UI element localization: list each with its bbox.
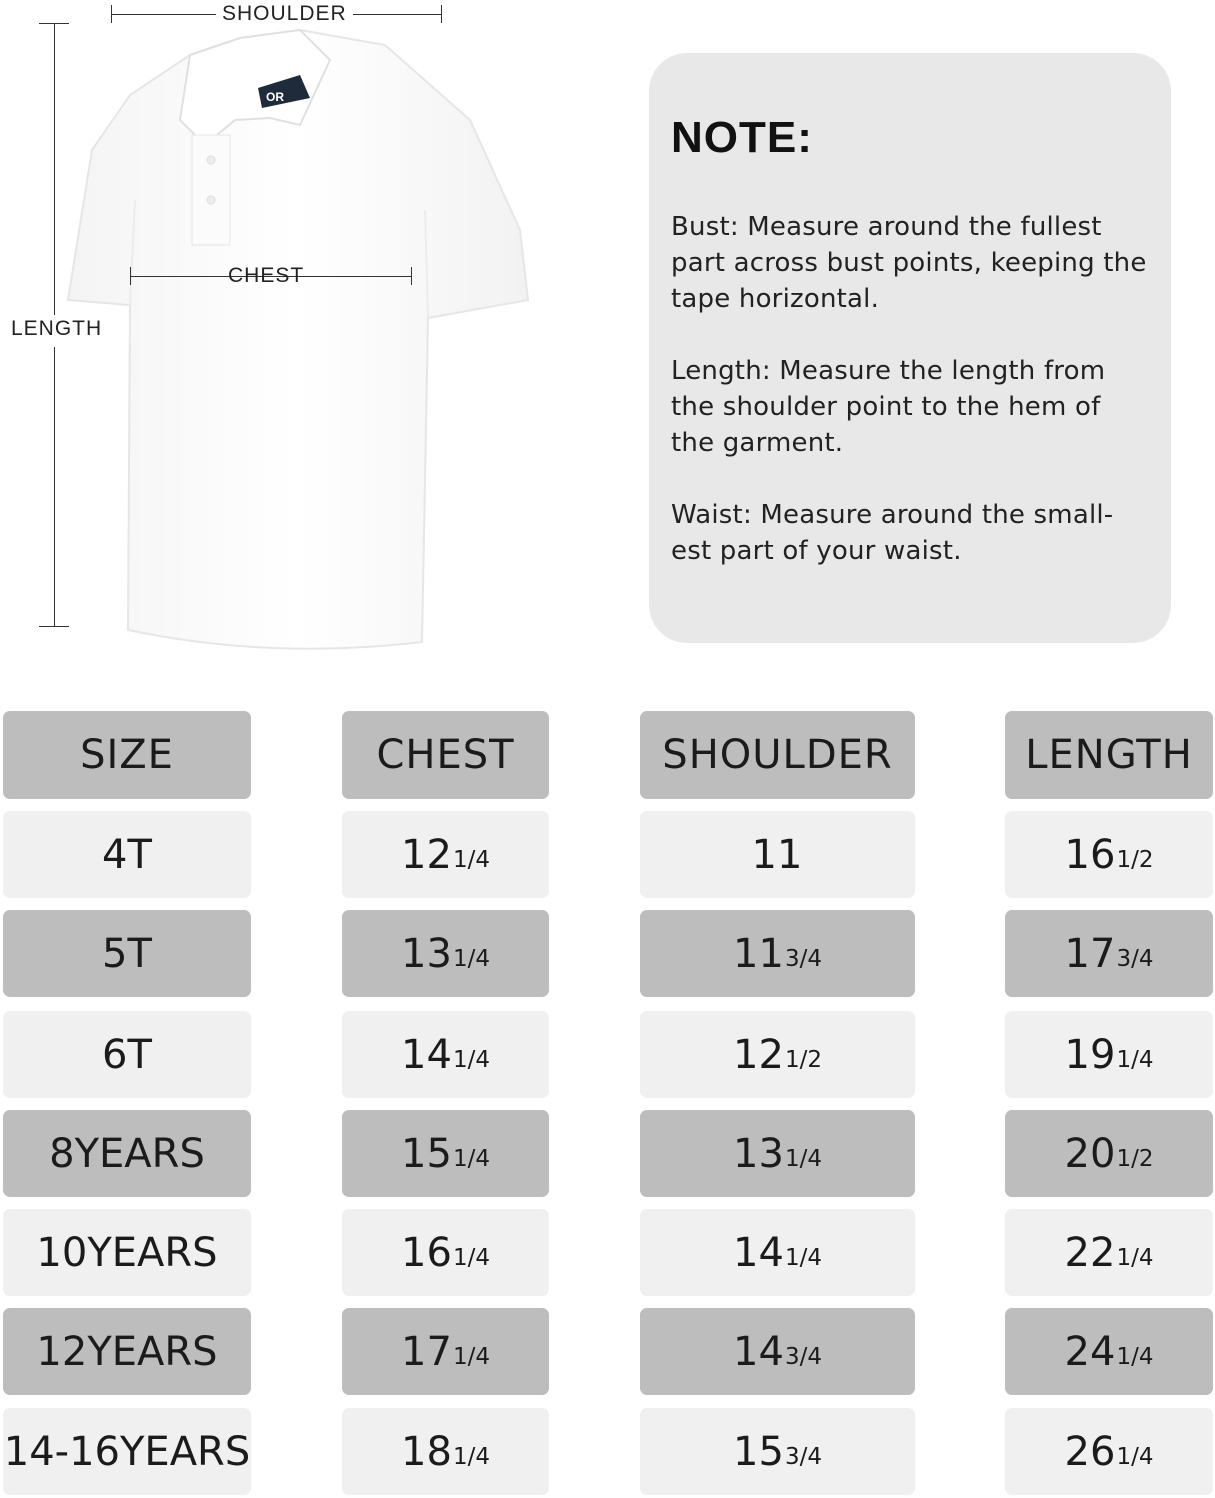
length-label: LENGTH	[11, 317, 103, 340]
table-cell-shoulder	[640, 1110, 915, 1197]
table-cell-size	[3, 1110, 251, 1197]
chest-fraction: 1/4	[452, 1443, 490, 1470]
table-cell-chest	[342, 1209, 549, 1296]
table-cell-size	[3, 811, 251, 898]
length-whole: 19	[1064, 1031, 1116, 1078]
shoulder-whole: 11	[751, 831, 803, 878]
size-value: 6T	[102, 1031, 152, 1078]
table-cell-size	[3, 1209, 251, 1296]
chest-fraction: 1/4	[452, 945, 490, 972]
note-bust: Bust: Measure around the fullest part across bust points, keeping the tape horizontal.	[671, 212, 1147, 314]
table-cell-chest	[342, 1408, 549, 1495]
table-cell-shoulder	[640, 910, 915, 997]
table-cell-length	[1005, 910, 1213, 997]
shoulder-fraction: 3/4	[784, 945, 822, 972]
shoulder-fraction: 1/4	[784, 1145, 822, 1172]
header-shoulder: SHOULDER	[640, 711, 915, 799]
length-fraction: 1/4	[1116, 1244, 1154, 1271]
table-cell-length	[1005, 1110, 1213, 1197]
length-fraction: 3/4	[1116, 945, 1154, 972]
length-whole: 16	[1064, 831, 1116, 878]
table-cell-length	[1005, 1408, 1213, 1495]
table-cell-size	[3, 1308, 251, 1395]
chest-whole: 17	[401, 1328, 452, 1375]
shoulder-fraction: 3/4	[784, 1443, 822, 1470]
svg-text:OR: OR	[266, 90, 284, 104]
chest-whole: 14	[401, 1031, 452, 1078]
shoulder-label: SHOULDER	[216, 2, 353, 26]
measurement-note	[649, 53, 1171, 643]
chest-fraction: 1/4	[452, 1343, 490, 1370]
shoulder-whole: 15	[733, 1428, 784, 1475]
table-cell-chest	[342, 1110, 549, 1197]
table-cell-length	[1005, 1308, 1213, 1395]
table-cell-shoulder	[640, 1308, 915, 1395]
table-cell-size	[3, 1011, 251, 1098]
size-value: 5T	[102, 930, 152, 977]
table-cell-shoulder	[640, 1408, 915, 1495]
table-cell-chest	[342, 910, 549, 997]
chest-label: CHEST	[228, 264, 305, 287]
size-value: 8YEARS	[49, 1130, 205, 1177]
length-fraction: 1/4	[1116, 1443, 1154, 1470]
shoulder-whole: 11	[733, 930, 784, 977]
table-cell-shoulder	[640, 1011, 915, 1098]
shoulder-whole: 14	[733, 1328, 784, 1375]
table-cell-length	[1005, 1209, 1213, 1296]
chest-whole: 15	[401, 1130, 452, 1177]
shoulder-fraction: 1/4	[784, 1244, 822, 1271]
table-cell-size	[3, 910, 251, 997]
size-value: 14-16YEARS	[3, 1428, 251, 1475]
chest-whole: 12	[401, 831, 452, 878]
table-cell-shoulder	[640, 811, 915, 898]
shoulder-fraction: 3/4	[784, 1343, 822, 1370]
note-waist: Waist: Measure around the small-est part of your waist.	[671, 500, 1114, 566]
length-whole: 20	[1064, 1130, 1116, 1177]
table-cell-chest	[342, 1308, 549, 1395]
shoulder-whole: 12	[733, 1031, 784, 1078]
length-fraction: 1/2	[1116, 1145, 1154, 1172]
note-title: NOTE:	[671, 113, 813, 162]
chest-whole: 18	[401, 1428, 452, 1475]
table-cell-shoulder	[640, 1209, 915, 1296]
header-size: SIZE	[3, 711, 251, 799]
table-cell-chest	[342, 811, 549, 898]
chest-fraction: 1/4	[452, 1046, 490, 1073]
length-fraction: 1/4	[1116, 1343, 1154, 1370]
chest-fraction: 1/4	[452, 1244, 490, 1271]
table-cell-length	[1005, 811, 1213, 898]
chest-fraction: 1/4	[452, 846, 490, 873]
size-value: 4T	[102, 831, 152, 878]
shoulder-whole: 14	[733, 1229, 784, 1276]
length-whole: 22	[1064, 1229, 1116, 1276]
length-line-bottom	[54, 347, 55, 626]
length-fraction: 1/2	[1116, 846, 1154, 873]
length-whole: 26	[1064, 1428, 1116, 1475]
size-value: 10YEARS	[36, 1229, 218, 1276]
shoulder-fraction: 1/2	[784, 1046, 822, 1073]
length-fraction: 1/4	[1116, 1046, 1154, 1073]
length-tick-bottom	[39, 626, 69, 627]
size-value: 12YEARS	[36, 1328, 218, 1375]
chest-whole: 16	[401, 1229, 452, 1276]
header-chest: CHEST	[342, 711, 549, 799]
garment-diagram	[0, 0, 620, 680]
table-cell-chest	[342, 1011, 549, 1098]
table-cell-length	[1005, 1011, 1213, 1098]
shoulder-whole: 13	[733, 1130, 784, 1177]
length-line-top	[54, 23, 55, 315]
chest-tick-right	[411, 267, 412, 285]
table-cell-size	[3, 1408, 251, 1495]
chest-whole: 13	[401, 930, 452, 977]
length-whole: 17	[1064, 930, 1116, 977]
chest-fraction: 1/4	[452, 1145, 490, 1172]
header-length: LENGTH	[1005, 711, 1213, 799]
length-whole: 24	[1064, 1328, 1116, 1375]
shoulder-tick-right	[441, 5, 442, 23]
note-length: Length: Measure the length from the shoulder point to the hem of the garment.	[671, 356, 1106, 458]
